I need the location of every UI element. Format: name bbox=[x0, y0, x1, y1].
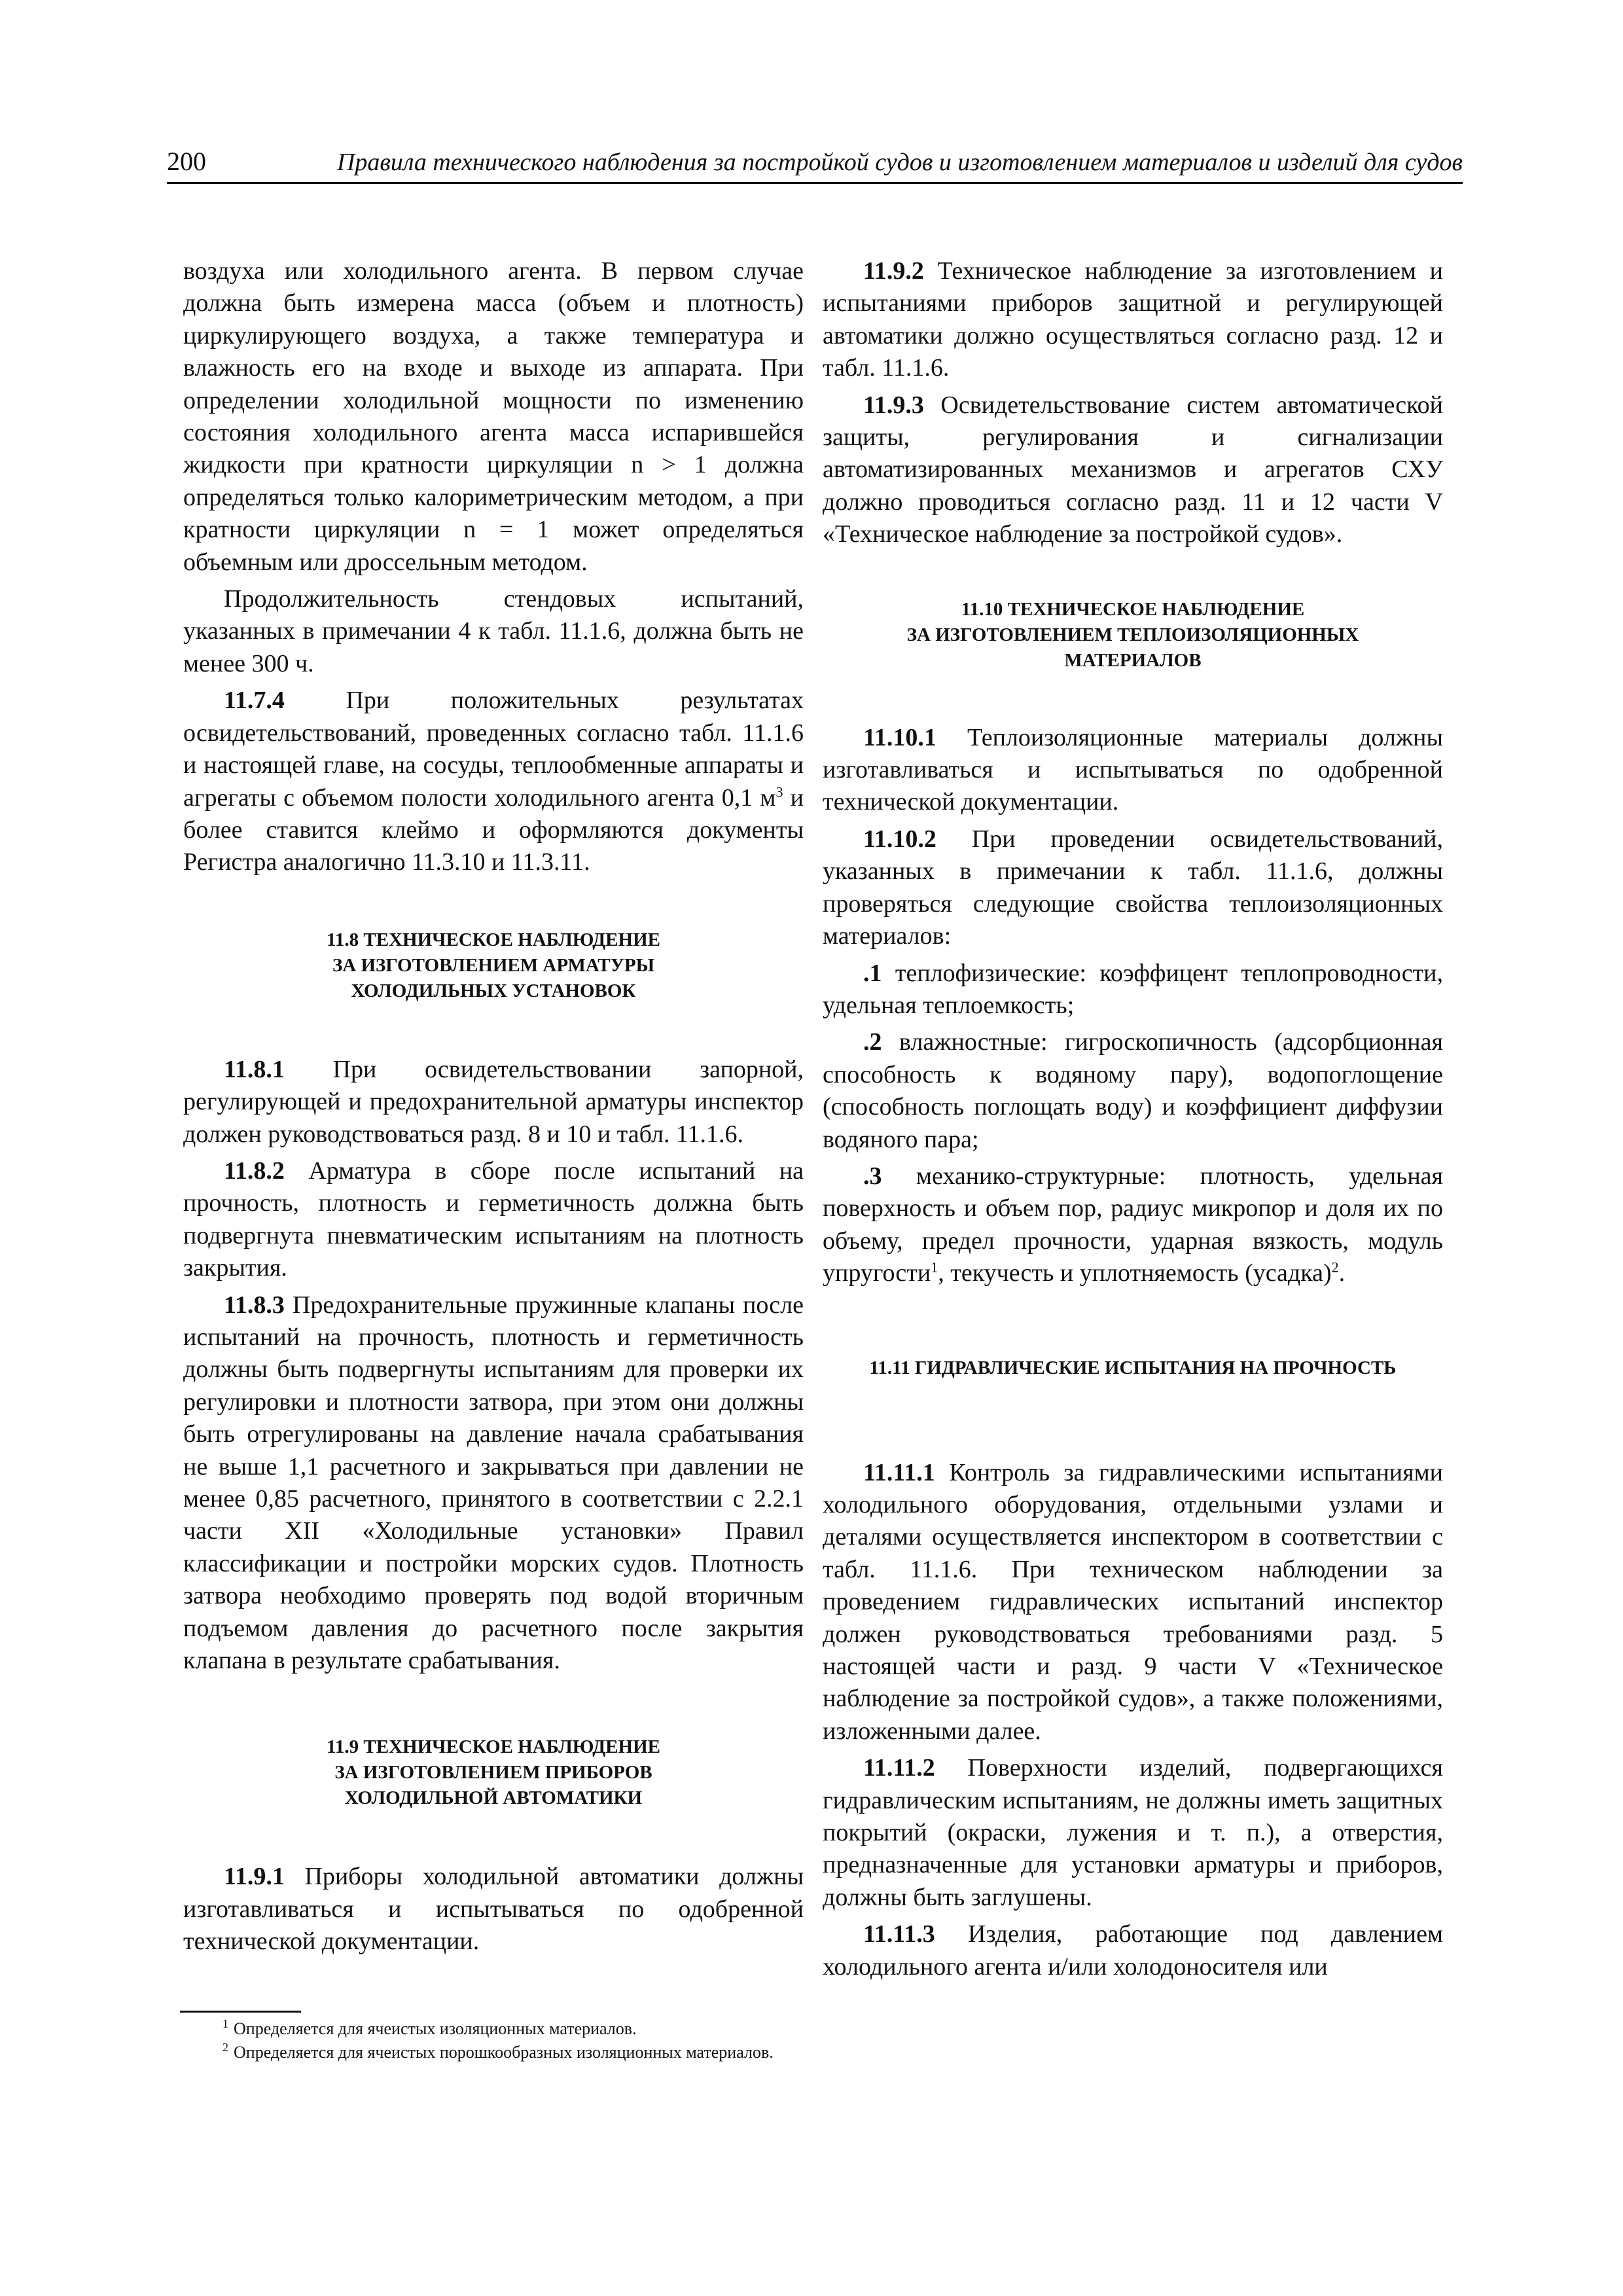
footnote-ref: 1 bbox=[931, 1259, 938, 1276]
list-item: .1 теплофизические: коэффицент теплопроводности, удельная теплоемкость; bbox=[823, 959, 1443, 1019]
footnote-divider bbox=[180, 2011, 301, 2013]
page-number: 200 bbox=[167, 147, 206, 176]
footnote-1: $^1$ Определяется для ячеистых изоляционных материалов. bbox=[223, 2017, 637, 2038]
paragraph-11-11-3: 11.11.3 Изделия, работающие под давлением холодильного агента и/или холодоносителя или bbox=[823, 1920, 1443, 1981]
paragraph-11-9-1: 11.9.1 Приборы холодильной автоматики должны изготавливаться и испытываться по одобренной технической документации. bbox=[183, 1863, 804, 1956]
paragraph-11-10-1: 11.10.1 Теплоизоляционные материалы должны изготавливаться и испытываться по одобренной технической документации. bbox=[823, 723, 1443, 816]
section-heading-11-9: 11.9 ТЕХНИЧЕСКОЕ НАБЛЮДЕНИЕ ЗА ИЗГОТОВЛЕНИЕМ ПРИБОРОВ ХОЛОДИЛЬНОЙ АВТОМАТИКИ bbox=[327, 1736, 660, 1809]
running-title: Правила технического наблюдения за постройкой судов и изготовлением материалов и изделий для судов bbox=[336, 149, 1463, 176]
paragraph-11-7-4: 11.7.4 При положительных результатах освидетельствований, проведенных согласно табл. 11.1.6 и настоящей главе, на сосуды, теплообменные аппараты и агрегаты с объемом полости холодильного агента 0,1 $м^3$ и более ставится клеймо и оформляются документы Регистра аналогично 11.3.10 и 11.3.11. bbox=[183, 687, 804, 876]
paragraph: Продолжительность стендовых испытаний, указанных в примечании 4 к табл. 11.1.6, должна быть не менее 300 ч. bbox=[183, 585, 804, 677]
paragraph-11-8-3: 11.8.3 Предохранительные пружинные клапаны после испытаний на прочность, плотность и герметичность должны быть подвергнуты испытаниям для проверки их регулировки и плотности затвора, при этом они должны быть отрегулированы на давление начала срабатывания не выше 1,1 расчетного и закрываться при давлении не менее 0,85 расчетного, принятого в соответствии с 2.2.1 части XII «Холодильные установки» Правил классификации и постройки морских судов. Плотность затвора необходимо проверять под водой вторичным подъемом давления до расчетного после закрытия клапана в результате срабатывания. bbox=[183, 1291, 804, 1675]
section-heading-11-10: 11.10 ТЕХНИЧЕСКОЕ НАБЛЮДЕНИЕ ЗА ИЗГОТОВЛЕНИЕМ ТЕПЛОИЗОЛЯЦИОННЫХ МАТЕРИАЛОВ bbox=[906, 598, 1359, 671]
footnote-ref: 2 bbox=[1331, 1259, 1339, 1276]
paragraph-11-9-2: 11.9.2 Техническое наблюдение за изготовлением и испытаниями приборов защитной и регулирующей автоматики должно осуществляться согласно разд. 12 и табл. 11.1.6. bbox=[823, 257, 1443, 382]
paragraph-11-10-2: 11.10.2 При проведении освидетельствований, указанных в примечании к табл. 11.1.6, должны проверяться следующие свойства теплоизоляционных материалов: bbox=[823, 825, 1443, 950]
section-heading-11-11: 11.11 ГИДРАВЛИЧЕСКИЕ ИСПЫТАНИЯ НА ПРОЧНОСТЬ bbox=[869, 1357, 1397, 1378]
paragraph-11-11-1: 11.11.1 Контроль за гидравлическими испытаниями холодильного оборудования, отдельными узлами и деталями осуществляется инспектором в соответствии с табл. 11.1.6. При техническом наблюдении за проведением гидравлических испытаний инспектор должен руководствоваться требованиями разд. 5 настоящей части и разд. 9 части V «Техническое наблюдение за постройкой судов», а также положениями, изложенными далее. bbox=[823, 1458, 1443, 1745]
section-heading-11-8: 11.8 ТЕХНИЧЕСКОЕ НАБЛЮДЕНИЕ ЗА ИЗГОТОВЛЕНИЕМ АРМАТУРЫ ХОЛОДИЛЬНЫХ УСТАНОВОК bbox=[327, 929, 660, 1001]
footnotes bbox=[223, 2017, 774, 2064]
paragraph-11-8-1: 11.8.1 При освидетельствовании запорной, регулирующей и предохранительной арматуры инспектор должен руководствоваться разд. 8 и 10 и табл. 11.1.6. bbox=[183, 1055, 804, 1148]
paragraph-11-9-3: 11.9.3 Освидетельствование систем автоматической защиты, регулирования и сигнализации автоматизированных механизмов и агрегатов СХУ должно проводиться согласно разд. 11 и 12 части V «Техническое наблюдение за постройкой судов». bbox=[823, 391, 1443, 548]
paragraph-11-11-2: 11.11.2 Поверхности изделий, подвергающихся гидравлическим испытаниям, не должны иметь защитных покрытий (окраски, лужения и т. п.), а отверстия, предназначенные для установки арматуры и приборов, должны быть заглушены. bbox=[823, 1754, 1443, 1911]
right-column bbox=[823, 255, 1443, 1988]
list-item: .2 влажностные: гигроскопичность (адсорбционная способность к водяному пару), водопоглощение (способность поглощать воду) и коэффициент диффузии водяного пара; bbox=[823, 1028, 1443, 1153]
list-item: .3 механико-структурные: плотность, удельная поверхность и объем пор, радиус микропор и доля их по объему, предел прочности, ударная вязкость, модуль упругости$^1$, текучесть и уплотняемость (усадка)$^2$. bbox=[823, 1162, 1443, 1287]
paragraph-11-8-2: 11.8.2 Арматура в сборе после испытаний на прочность, плотность и герметичность должна быть подвергнута пневматическим испытаниям на плотность закрытия. bbox=[183, 1157, 804, 1282]
paragraph: воздуха или холодильного агента. В первом случае должна быть измерена масса (объем и плотность) циркулирующего воздуха, а также температура и влажность его на входе и выходе из аппарата. При определении холодильной мощности по изменению состояния холодильного агента масса испарившейся жидкости при кратности циркуляции n > 1 должна определяться только калориметрическим методом, а при кратности циркуляции n = 1 может определяться объемным или дроссельным методом. bbox=[183, 257, 804, 576]
footnote-2: $^2$ Определяется для ячеистых порошкообразных изоляционных материалов. bbox=[223, 2041, 774, 2062]
left-column bbox=[183, 255, 804, 1963]
running-header bbox=[167, 145, 1463, 184]
